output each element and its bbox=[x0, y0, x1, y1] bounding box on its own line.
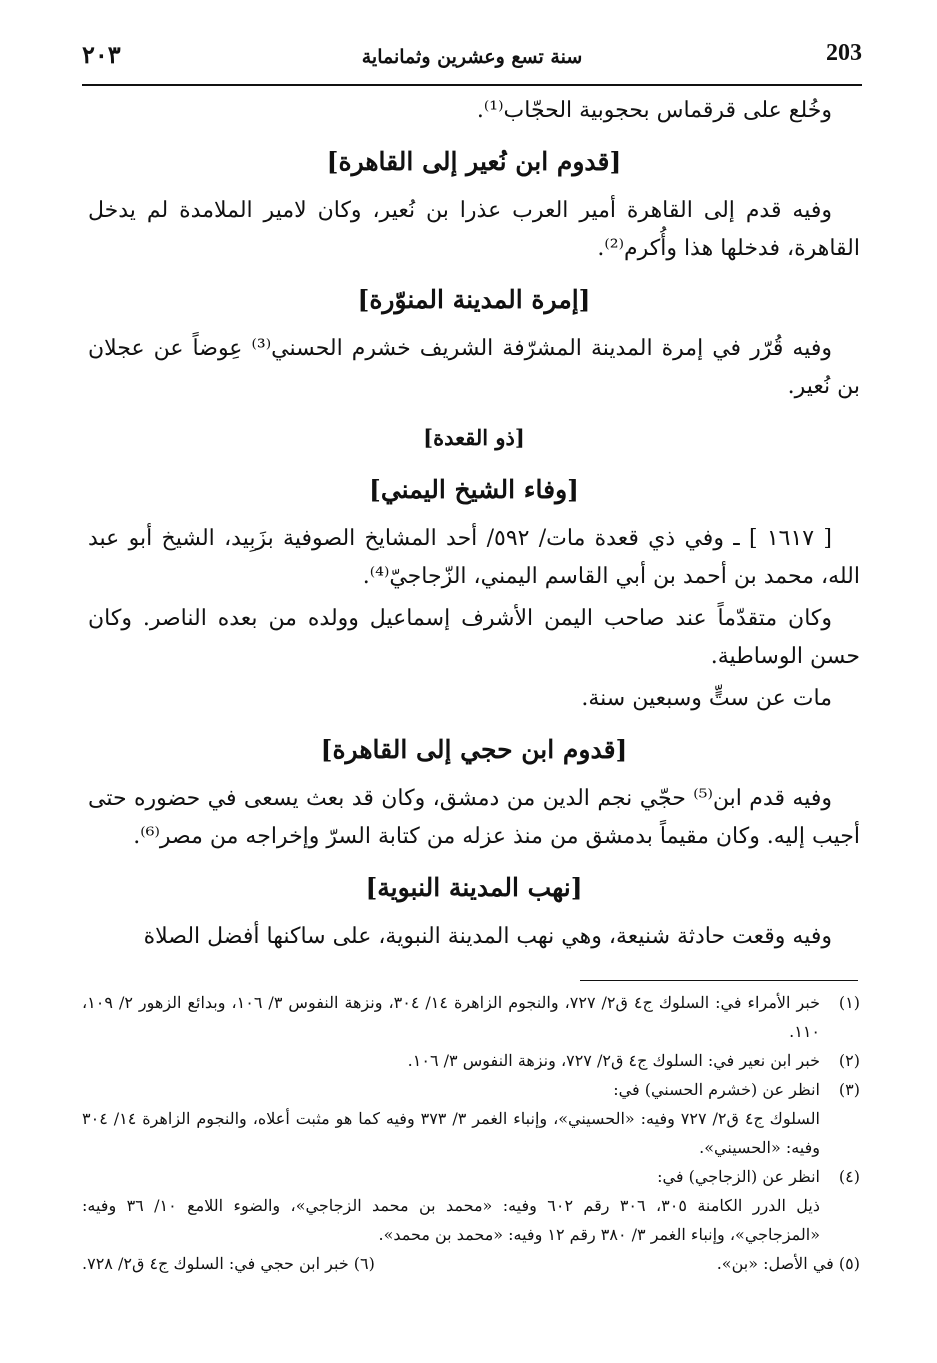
paragraph: وفيه قُرّر في إمرة المدينة المشرّفة الشريف خشرم الحسني⁽³⁾ عِوضاً عن عجلان بن نُعير. bbox=[88, 336, 860, 399]
footnote-number: (١) bbox=[838, 993, 860, 1012]
footnote-separator bbox=[580, 980, 858, 981]
footnote bbox=[82, 1046, 860, 1075]
footnote bbox=[82, 988, 860, 1046]
paragraph: وفيه قدم ابن⁽⁵⁾ حجّي نجم الدين من دمشق، وكان قد بعث يسعى في حضوره حتى أجيب إليه. وكان مقيماً بدمشق من منذ عزله من كتابة السرّ وإخراجه من مصر⁽⁶⁾. bbox=[88, 786, 860, 849]
section-heading: [قدوم ابن نُعير إلى القاهرة] bbox=[326, 147, 622, 176]
section-heading: [ذو القعدة] bbox=[423, 425, 525, 450]
paragraph: وكان متقدّماً عند صاحب اليمن الأشرف إسماعيل وولده من بعده الناصر. وكان حسن الوساطية. bbox=[88, 606, 860, 669]
footnote-6: (٦) خبر ابن حجي في: السلوك ج٤ ق٢/ ٧٢٨. bbox=[82, 1254, 375, 1273]
page-number-arabic: ٢٠٣ bbox=[82, 40, 121, 69]
page-header bbox=[82, 40, 862, 80]
footnote-text: السلوك ج٤ ق٢/ ٧٢٧ وفيه: «الحسيني»، وإنباء الغمر ٣/ ٣٧٣ وفيه كما هو مثبت أعلاه، والنجوم الزاهرة ١٤/ ٣٠٤ وفيه: «الحسيني». bbox=[82, 1109, 821, 1157]
main-text bbox=[88, 92, 860, 960]
footnote-text: خبر الأمراء في: السلوك ج٤ ق٢/ ٧٢٧، والنجوم الزاهرة ١٤/ ٣٠٤، ونزهة النفوس ٣/ ١٠٦، وبدائع الزهور ٢/ ١٠٩، ١١٠. bbox=[82, 993, 821, 1041]
footnote-text: ذيل الدرر الكامنة ٣٠٥، ٣٠٦ رقم ٦٠٢ وفيه: «محمد بن محمد الزجاجي»، والضوء اللامع ١٠/ ٣٦ وفيه: «المزجاجي»، وإنباء الغمر ٣/ ٣٨٠ رقم ١٢ وفيه: «محمد بن محمد». bbox=[82, 1196, 820, 1244]
paragraph: وخُلع على قرقماس بحجوبية الحجّاب⁽¹⁾. bbox=[476, 98, 832, 123]
header-rule bbox=[82, 84, 862, 86]
section-heading: [نهب المدينة النبوية] bbox=[365, 873, 583, 902]
footnote bbox=[82, 1162, 860, 1191]
footnote-text: خبر ابن نعير في: السلوك ج٤ ق٢/ ٧٢٧، ونزهة النفوس ٣/ ١٠٦. bbox=[407, 1051, 820, 1070]
running-title: سنة تسع وعشرين وثمانماية bbox=[361, 46, 583, 68]
footnote bbox=[82, 1075, 860, 1104]
footnote-text: انظر عن (خشرم الحسني) في: bbox=[613, 1080, 820, 1099]
footnote-number: (٣) bbox=[838, 1080, 860, 1099]
section-heading: [وفاء الشيخ اليمني] bbox=[369, 475, 579, 504]
paragraph: وفيه وقعت حادثة شنيعة، وهي نهب المدينة النبوية، على ساكنها أفضل الصلاة bbox=[143, 924, 832, 949]
footnotes bbox=[82, 988, 860, 1278]
paragraph: مات عن ستٍّ وسبعين سنة. bbox=[581, 686, 832, 711]
section-heading: [إمرة المدينة المنوّرة] bbox=[357, 285, 591, 314]
page-number-latin: 203 bbox=[826, 40, 862, 66]
footnote-number: (٢) bbox=[838, 1051, 860, 1070]
footnote-number: (٤) bbox=[838, 1167, 860, 1186]
paragraph: وفيه قدم إلى القاهرة أمير العرب عذرا بن نُعير، وكان لامير الملامدة لم يدخل القاهرة، فدخلها هذا وأُكرم⁽²⁾. bbox=[88, 198, 860, 261]
footnote-text: انظر عن (الزجاجي) في: bbox=[657, 1167, 820, 1186]
section-heading: [قدوم ابن حجي إلى القاهرة] bbox=[320, 735, 628, 764]
footnote-number bbox=[820, 1104, 860, 1162]
footnote bbox=[82, 1104, 860, 1162]
footnote-5: (٥) في الأصل: «بن». bbox=[716, 1254, 860, 1273]
paragraph: [ ١٦١٧ ] ـ وفي ذي قعدة مات/ ٥٩٢/ أحد المشايخ الصوفية بزَبِيد، الشيخ أبو عبد الله، محمد بن أحمد بن أبي القاسم اليمني، الزّجاجيّ⁽⁴⁾. bbox=[88, 526, 860, 589]
footnote-last-line bbox=[82, 1249, 860, 1278]
footnote bbox=[82, 1191, 860, 1249]
footnote-number bbox=[820, 1191, 860, 1249]
